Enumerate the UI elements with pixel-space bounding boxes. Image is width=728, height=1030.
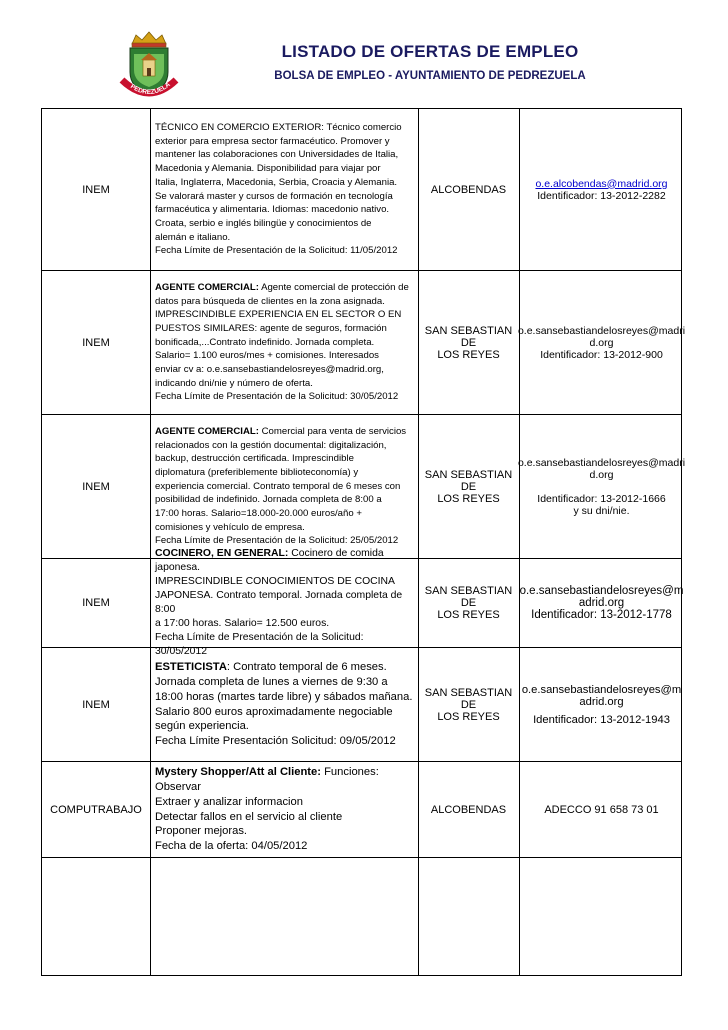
location-line: SAN SEBASTIAN DE xyxy=(424,686,513,711)
desc-line: Cocinero de comida japonesa. xyxy=(155,548,384,573)
offer-contact xyxy=(520,648,683,761)
desc-line: IMPRESCINDIBLE CONOCIMIENTOS DE COCINA xyxy=(155,576,395,587)
desc-line: Macedonia y Alemania. Disponibilidad para viajar por xyxy=(155,163,381,175)
offer-description xyxy=(151,762,418,857)
offer-location: ALCOBENDAS xyxy=(430,803,507,816)
desc-line: a 17:00 horas. Salario= 12.500 euros. xyxy=(155,618,330,629)
offer-deadline: Fecha Límite de Presentación de la Solicitud: 30/05/2012 xyxy=(155,632,364,657)
offer-deadline: Fecha Límite Presentación Solicitud: 09/05/2012 xyxy=(155,734,396,747)
desc-line: Salario 800 euros aproximadamente negociable xyxy=(155,705,393,718)
contact-identifier: Identificador: 13-2012-2282 xyxy=(537,189,666,202)
contact-identifier: Identificador: 13-2012-1778 xyxy=(531,609,672,621)
location-line: SAN SEBASTIAN DE xyxy=(424,468,513,493)
offer-title: AGENTE COMERCIAL: xyxy=(155,425,259,437)
desc-line: PUESTOS SIMILARES: agente de seguros, formación xyxy=(155,322,387,334)
desc-line: relacionados con la gestión documental: digitalización, xyxy=(155,439,387,451)
offer-title: COCINERO, EN GENERAL: xyxy=(155,548,289,559)
desc-line: Detectar fallos en el servicio al cliente xyxy=(155,810,343,823)
desc-line: posibilidad de indefinido. Jornada completa de 8:00 a xyxy=(155,494,382,506)
desc-line: comisiones y vehículo de empresa. xyxy=(155,521,305,533)
contact-email: o.e.sansebastiandelosreyes@m xyxy=(521,683,682,696)
desc-line: Observar xyxy=(155,781,202,794)
desc-line: Comercial para venta de servicios xyxy=(258,425,407,437)
desc-line: experiencia comercial. Contrato temporal de 6 meses con xyxy=(155,480,401,492)
offer-source: INEM xyxy=(82,698,110,711)
table-row xyxy=(42,648,681,761)
desc-line: bonificada,...Contrato indefinido. Jornada completa. xyxy=(155,336,375,348)
contact-identifier: Identificador: 13-2012-1943 xyxy=(533,713,670,726)
offer-date: Fecha de la oferta: 04/05/2012 xyxy=(155,839,308,852)
table-row xyxy=(42,415,686,558)
desc-line: diplomatura (preferiblemente biblioteconomía) y xyxy=(155,466,359,478)
desc-line: farmacéutica y alimentaria. Idiomas: macedonio nativo. xyxy=(155,204,390,216)
desc-line: backup, destrucción certificada. Imprescindible xyxy=(155,453,354,465)
offer-contact xyxy=(520,559,683,647)
desc-line: TÉCNICO EN COMERCIO EXTERIOR: Técnico comercio xyxy=(155,121,402,133)
page-title: LISTADO DE OFERTAS DE EMPLEO xyxy=(281,42,579,61)
offer-deadline: Fecha Límite de Presentación de la Solicitud: 25/05/2012 xyxy=(155,535,399,547)
desc-line: Croata, serbio e inglés bilingüe y conocimientos de xyxy=(155,217,372,229)
desc-line: Italia, Inglaterra, Macedonia, Serbia, Croacia y Alemania. xyxy=(155,176,398,188)
offer-source: INEM xyxy=(82,336,110,349)
table-row xyxy=(42,109,681,270)
location-line: LOS REYES xyxy=(437,710,500,723)
offer-location xyxy=(418,271,519,414)
contact-note: y su dni/nie. xyxy=(573,504,630,517)
desc-line: Se valorará master y cursos de formación en tecnología xyxy=(155,190,393,202)
contact-email: o.e.sansebastiandelosreyes@m xyxy=(519,585,684,597)
desc-line: Proponer mejoras. xyxy=(155,825,248,838)
offer-location xyxy=(418,559,519,647)
desc-line: Agente comercial de protección de xyxy=(258,281,409,293)
desc-line: Funciones: xyxy=(320,766,379,779)
table-row xyxy=(42,271,686,414)
table-row xyxy=(42,762,681,857)
job-offers-table xyxy=(41,108,686,976)
location-line: LOS REYES xyxy=(437,609,500,621)
location-line: SAN SEBASTIAN DE xyxy=(424,324,513,349)
desc-line: alemán e italiano. xyxy=(155,231,231,243)
contact-email: o.e.sansebastiandelosreyes@madri xyxy=(517,456,686,469)
offer-location: ALCOBENDAS xyxy=(430,183,507,196)
contact-email: adrid.org xyxy=(579,695,624,708)
offer-description xyxy=(151,548,418,657)
offer-description xyxy=(151,415,418,558)
desc-line: Salario= 1.100 euros/mes + comisiones. Interesados xyxy=(155,350,379,362)
offer-contact xyxy=(517,415,686,558)
desc-line: 18:00 horas (martes tarde libre) y sábados mañana. xyxy=(155,690,413,703)
offer-deadline: Fecha Límite de Presentación de la Solicitud: 30/05/2012 xyxy=(155,391,399,403)
contact-identifier: Identificador: 13-2012-900 xyxy=(540,348,663,361)
offer-contact: ADECCO 91 658 73 01 xyxy=(544,803,659,816)
desc-line: 17:00 horas. Salario=18.000-20.000 euros/año + xyxy=(155,508,362,520)
offer-description xyxy=(151,271,418,414)
table-row xyxy=(42,548,684,657)
offer-source: COMPUTRABAJO xyxy=(50,803,142,816)
desc-line: IMPRESCINDIBLE EXPERIENCIA EN EL SECTOR O EN xyxy=(155,309,402,321)
offer-source: INEM xyxy=(82,597,110,609)
contact-email: o.e.sansebastiandelosreyes@madri xyxy=(517,324,686,337)
offer-title: AGENTE COMERCIAL: xyxy=(155,281,259,293)
pedrezuela-coat-of-arms-logo xyxy=(118,30,180,104)
offer-title: Mystery Shopper/Att al Cliente: xyxy=(155,766,321,779)
contact-email: d.org xyxy=(589,336,614,349)
desc-line: mantener las colaboraciones con Universidades de Italia, xyxy=(155,149,399,161)
offer-source: INEM xyxy=(82,480,110,493)
desc-line: Jornada completa de lunes a viernes de 9:30 a xyxy=(155,676,388,689)
offer-deadline: Fecha Límite de Presentación de la Solicitud: 11/05/2012 xyxy=(155,245,398,257)
desc-line: exterior para empresa sector farmacéutico. Promover y xyxy=(155,135,390,147)
location-line: LOS REYES xyxy=(437,492,500,505)
contact-identifier: Identificador: 13-2012-1666 xyxy=(537,492,666,505)
offer-location xyxy=(418,415,519,558)
contact-email: d.org xyxy=(589,468,614,481)
location-line: SAN SEBASTIAN DE xyxy=(424,585,513,609)
offer-source: INEM xyxy=(82,183,110,196)
desc-line: enviar cv a: o.e.sansebastiandelosreyes@madrid.org, xyxy=(155,364,384,376)
page-subtitle: BOLSA DE EMPLEO - AYUNTAMIENTO DE PEDREZUELA xyxy=(274,70,586,82)
location-line: LOS REYES xyxy=(437,348,500,361)
offer-title: ESTETICISTA xyxy=(155,661,227,674)
offer-contact xyxy=(517,271,686,414)
desc-line: : Contrato temporal de 6 meses. xyxy=(226,661,387,674)
offer-contact xyxy=(520,109,683,270)
contact-email-link[interactable]: o.e.alcobendas@madrid.org xyxy=(535,177,668,190)
offer-location xyxy=(418,648,519,761)
contact-email: adrid.org xyxy=(578,597,625,609)
offer-description xyxy=(151,109,418,270)
desc-line: JAPONESA. Contrato temporal. Jornada completa de 8:00 xyxy=(155,590,403,615)
logo-ribbon-text: PEDREZUELA xyxy=(129,81,172,97)
desc-line: según experiencia. xyxy=(155,720,249,733)
desc-line: indicando dni/nie y número de oferta. xyxy=(155,377,313,389)
empty-table-row xyxy=(42,858,681,975)
desc-line: datos para búsqueda de clientes en la zona asignada. xyxy=(155,295,385,307)
offer-description xyxy=(151,648,418,761)
desc-line: Extraer y analizar informacion xyxy=(155,795,303,808)
